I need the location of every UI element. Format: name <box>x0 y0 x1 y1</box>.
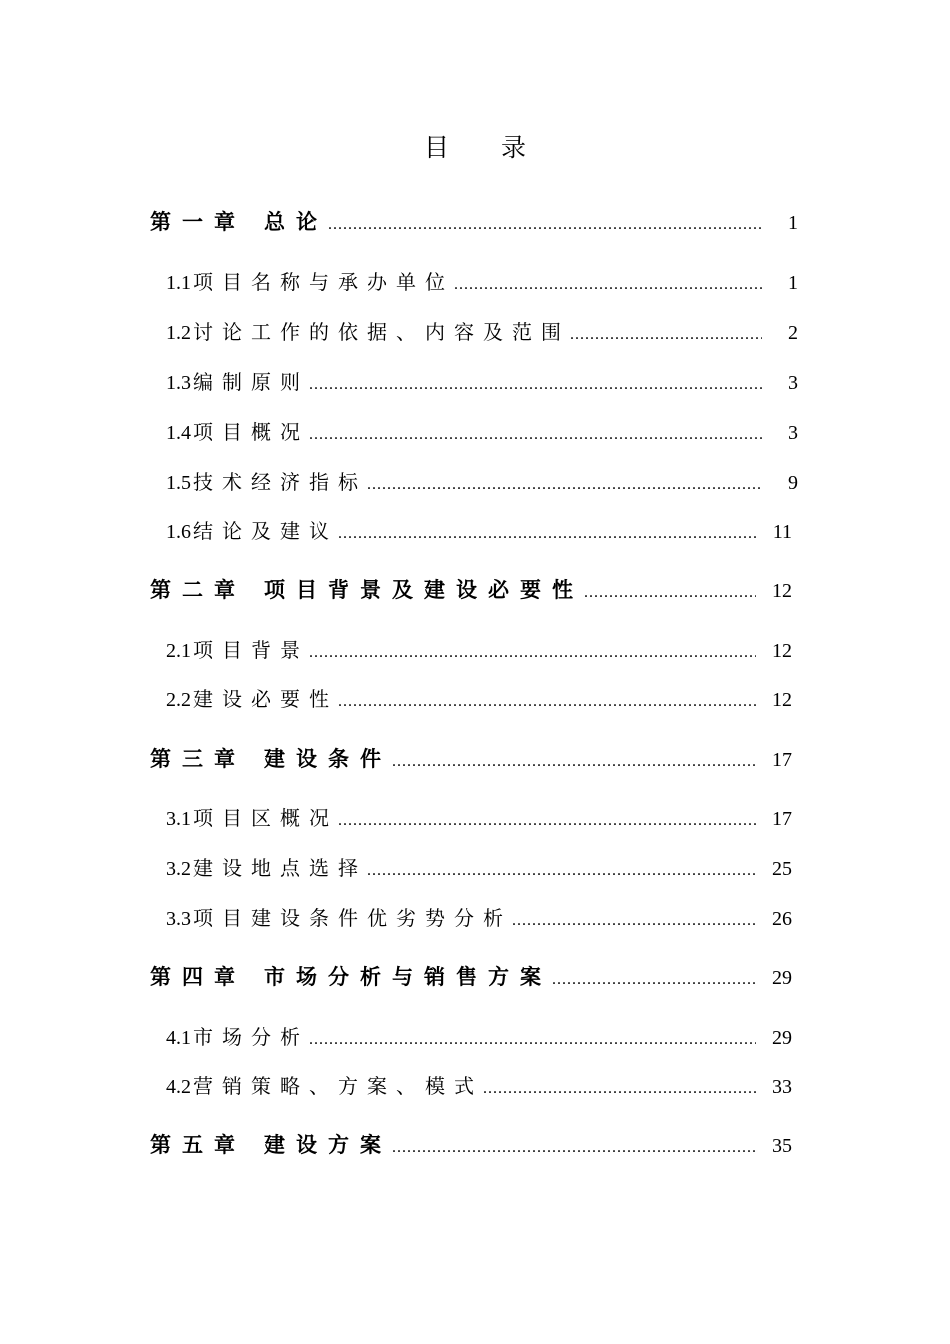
entry-title: 项目建设条件优劣势分析 <box>193 906 512 930</box>
toc-chapter-entry[interactable] <box>150 573 792 607</box>
dot-leader <box>512 904 756 938</box>
entry-title: 建设必要性 <box>193 687 338 711</box>
toc-section-entry[interactable] <box>166 315 798 349</box>
toc-chapter-entry[interactable] <box>150 205 798 239</box>
entry-title: 项目背景 <box>193 638 309 662</box>
page-number: 12 <box>772 580 792 602</box>
entry-title: 讨论工作的依据、内容及范围 <box>193 320 570 344</box>
toc-section-entry[interactable] <box>166 514 792 548</box>
entry-title: 项目概况 <box>193 420 309 444</box>
toc-entry-label <box>150 573 584 607</box>
toc-section-entry[interactable] <box>166 901 792 935</box>
page-number: 3 <box>788 372 798 394</box>
toc-section-entry[interactable] <box>166 365 798 399</box>
entry-title: 项目背景及建设必要性 <box>264 577 584 602</box>
entry-title: 技术经济指标 <box>193 470 367 494</box>
page-number: 25 <box>772 858 792 880</box>
page-number: 2 <box>788 322 798 344</box>
entry-title: 市场分析 <box>193 1025 309 1049</box>
entry-title: 营销策略、方案、模式 <box>193 1074 483 1098</box>
section-number: 1.4 <box>166 422 191 444</box>
chapter-number: 第一章 <box>150 209 246 234</box>
toc-entry-label <box>150 205 328 239</box>
dot-leader <box>338 517 756 551</box>
section-number: 4.2 <box>166 1076 191 1098</box>
page-number: 12 <box>772 640 792 662</box>
entry-title: 总论 <box>264 209 328 234</box>
entry-title: 项目区概况 <box>193 806 338 830</box>
entry-title: 建设方案 <box>264 1132 392 1157</box>
dot-leader <box>309 1023 756 1057</box>
toc-section-entry[interactable] <box>166 851 792 885</box>
section-number: 1.6 <box>166 521 191 543</box>
toc-section-entry[interactable] <box>166 465 798 499</box>
page-number: 17 <box>772 749 792 771</box>
section-number: 3.1 <box>166 808 191 830</box>
toc-entry-label <box>166 265 454 300</box>
chapter-number: 第二章 <box>150 577 246 602</box>
entry-title: 结论及建议 <box>193 519 338 543</box>
toc-entry-label <box>166 682 338 717</box>
entry-title: 建设地点选择 <box>193 856 367 880</box>
dot-leader <box>392 745 756 779</box>
section-number: 3.3 <box>166 908 191 930</box>
section-number: 2.1 <box>166 640 191 662</box>
dot-leader <box>584 576 756 610</box>
dot-leader <box>309 636 756 670</box>
page-number: 29 <box>772 1027 792 1049</box>
dot-leader <box>328 208 762 242</box>
toc-entry-label <box>150 742 392 776</box>
entry-title: 建设条件 <box>264 746 392 771</box>
dot-leader <box>392 1131 756 1165</box>
toc-entry-label <box>166 801 338 836</box>
dot-leader <box>552 963 756 997</box>
section-number: 1.5 <box>166 472 191 494</box>
toc-entry-label <box>150 1128 392 1162</box>
toc-title: 目 录 <box>424 133 548 162</box>
entry-title: 市场分析与销售方案 <box>264 964 552 989</box>
toc-section-entry[interactable] <box>166 1020 792 1054</box>
toc-chapter-entry[interactable] <box>150 1128 792 1162</box>
dot-leader <box>483 1072 756 1106</box>
chapter-number: 第五章 <box>150 1132 246 1157</box>
section-number: 2.2 <box>166 689 191 711</box>
section-number: 4.1 <box>166 1027 191 1049</box>
toc-chapter-entry[interactable] <box>150 742 792 776</box>
toc-entry-label <box>166 1069 483 1104</box>
toc-entry-label <box>166 315 570 350</box>
page-number: 17 <box>772 808 792 830</box>
toc-chapter-entry[interactable] <box>150 960 792 994</box>
toc-entry-label <box>166 415 309 450</box>
toc-section-entry[interactable] <box>166 682 792 716</box>
page-number: 35 <box>772 1135 792 1157</box>
toc-section-entry[interactable] <box>166 633 792 667</box>
dot-leader <box>454 268 762 302</box>
toc-entry-label <box>166 1020 309 1055</box>
dot-leader <box>338 804 756 838</box>
toc-entry-label <box>166 465 367 500</box>
toc-entry-label <box>150 960 552 994</box>
page-number: 26 <box>772 908 792 930</box>
dot-leader <box>367 468 762 502</box>
dot-leader <box>309 418 762 452</box>
page-number: 1 <box>788 272 798 294</box>
page-number: 33 <box>772 1076 792 1098</box>
page-number: 12 <box>772 689 792 711</box>
toc-entry-label <box>166 633 309 668</box>
dot-leader <box>309 368 762 402</box>
page-number: 9 <box>788 472 798 494</box>
section-number: 1.2 <box>166 322 191 344</box>
page-number: 29 <box>772 967 792 989</box>
toc-entry-label <box>166 365 309 400</box>
toc-entry-label <box>166 514 338 549</box>
section-number: 1.3 <box>166 372 191 394</box>
dot-leader <box>338 685 756 719</box>
page-number: 11 <box>772 521 792 543</box>
chapter-number: 第三章 <box>150 746 246 771</box>
entry-title: 编制原则 <box>193 370 309 394</box>
section-number: 3.2 <box>166 858 191 880</box>
dot-leader <box>570 318 762 352</box>
entry-title: 项目名称与承办单位 <box>193 270 454 294</box>
page-number: 3 <box>788 422 798 444</box>
toc-section-entry[interactable] <box>166 1069 792 1103</box>
toc-section-entry[interactable] <box>166 415 798 449</box>
dot-leader <box>367 854 756 888</box>
toc-entry-label <box>166 851 367 886</box>
page-number: 1 <box>788 212 798 234</box>
section-number: 1.1 <box>166 272 191 294</box>
chapter-number: 第四章 <box>150 964 246 989</box>
toc-section-entry[interactable] <box>166 265 798 299</box>
toc-entry-label <box>166 901 512 936</box>
toc-section-entry[interactable] <box>166 801 792 835</box>
